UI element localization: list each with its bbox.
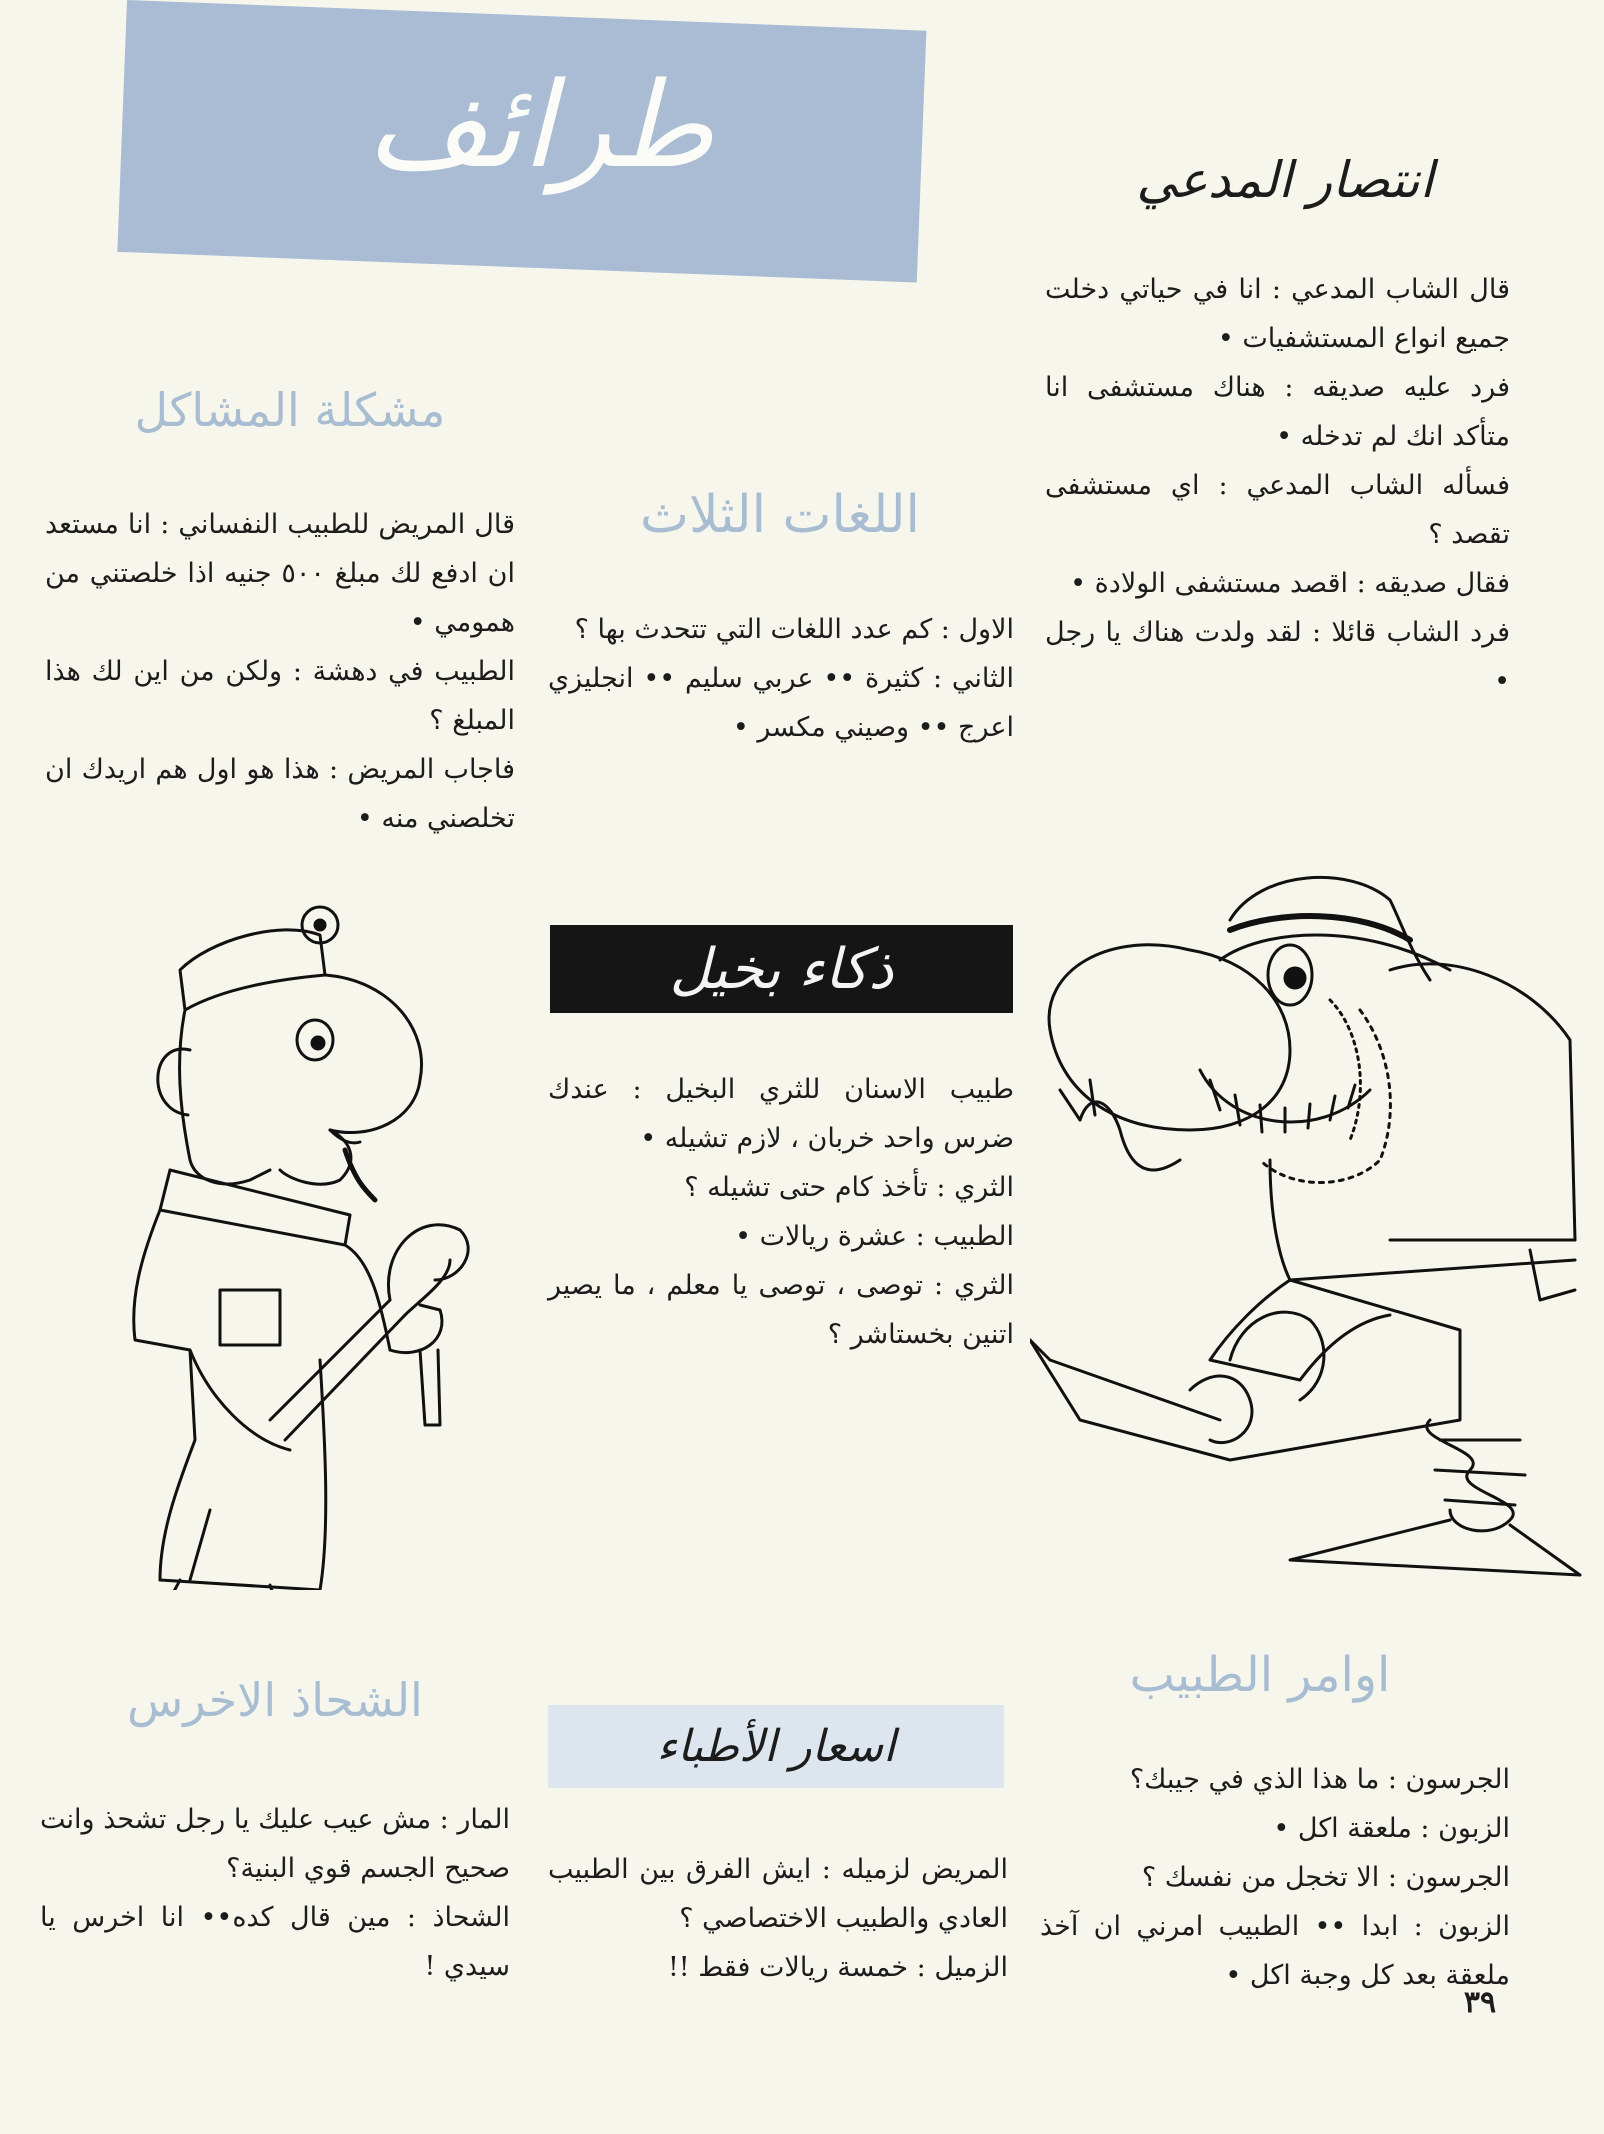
claimant-heading: انتصار المدعي [1136, 151, 1434, 209]
mute-beggar-heading: الشحاذ الاخرس [127, 1673, 423, 1727]
paragraph: المار : مش عيب عليك يا رجل تشحذ وانت صحيح الجسم قوي البنية؟ [40, 1804, 510, 1884]
page-title: طرائف [366, 56, 714, 194]
smart-miser-body [548, 1065, 1014, 1359]
paragraph: الزبون : ابدا •• الطبيب امرني ان آخذ ملعقة بعد كل وجبة اكل • [1040, 1911, 1510, 1991]
paragraph: الثري : تأخذ كام حتى تشيله ؟ [684, 1172, 1014, 1203]
paragraph: الثري : توصى ، توصى يا معلم ، ما يصير اتنين بخستاشر ؟ [548, 1270, 1014, 1350]
paragraph: طبيب الاسنان للثري البخيل : عندك ضرس واحد خربان ، لازم تشيله • [548, 1074, 1014, 1154]
paragraph: فسأله الشاب المدعي : اي مستشفى تقصد ؟ [1045, 470, 1510, 550]
paragraph: الاول : كم عدد اللغات التي تتحدث بها ؟ [574, 614, 1014, 645]
page-number: ٣٩ [1463, 1985, 1497, 2020]
paragraph: فرد الشاب قائلا : لقد ولدت هناك يا رجل • [1045, 617, 1510, 697]
three-languages-heading: اللغات الثلاث [640, 485, 920, 545]
paragraph: فرد عليه صديقه : هناك مستشفى انا متأكد انك لم تدخله • [1045, 372, 1510, 452]
paragraph: الزبون : ملعقة اكل • [1273, 1813, 1510, 1844]
paragraph: فاجاب المريض : هذا هو اول هم اريدك ان تخلصني منه • [45, 754, 515, 834]
paragraph: فقال صديقه : اقصد مستشفى الولادة • [1070, 568, 1510, 599]
doctor-prices-heading: اسعار الأطباء [548, 1705, 1004, 1788]
claimant-body [1045, 265, 1510, 706]
paragraph: الجرسون : الا تخجل من نفسك ؟ [1141, 1862, 1510, 1893]
paragraph: الطبيب في دهشة : ولكن من اين لك هذا المبلغ ؟ [45, 656, 515, 736]
mute-beggar-body [40, 1795, 510, 1991]
doctor-orders-body [1040, 1755, 1510, 2000]
doctor-prices-body [548, 1845, 1008, 1992]
problem-body [45, 500, 515, 843]
nurse-illustration [120, 880, 540, 1590]
patient-illustration [1030, 860, 1600, 1590]
paragraph: الجرسون : ما هذا الذي في جيبك؟ [1129, 1764, 1510, 1795]
paragraph: المريض لزميله : ايش الفرق بين الطبيب العادي والطبيب الاختصاصي ؟ [548, 1854, 1008, 1934]
paragraph: الشحاذ : مين قال كده•• انا اخرس يا سيدي ! [40, 1902, 510, 1982]
paragraph: قال الشاب المدعي : انا في حياتي دخلت جميع انواع المستشفيات • [1045, 274, 1510, 354]
paragraph: الطبيب : عشرة ريالات • [735, 1221, 1014, 1252]
paragraph: الثاني : كثيرة •• عربي سليم •• انجليزي اعرج •• وصيني مكسر • [548, 663, 1014, 743]
problem-heading: مشكلة المشاكل [134, 383, 446, 437]
paragraph: قال المريض للطبيب النفساني : انا مستعد ان ادفع لك مبلغ ٥٠٠ جنيه اذا خلصتني من همومي • [45, 509, 515, 638]
smart-miser-heading: ذكاء بخيل [550, 925, 1013, 1013]
doctor-orders-heading: اوامر الطبيب [1129, 1647, 1391, 1703]
three-languages-body [548, 605, 1014, 752]
paragraph: الزميل : خمسة ريالات فقط !! [667, 1952, 1008, 1983]
